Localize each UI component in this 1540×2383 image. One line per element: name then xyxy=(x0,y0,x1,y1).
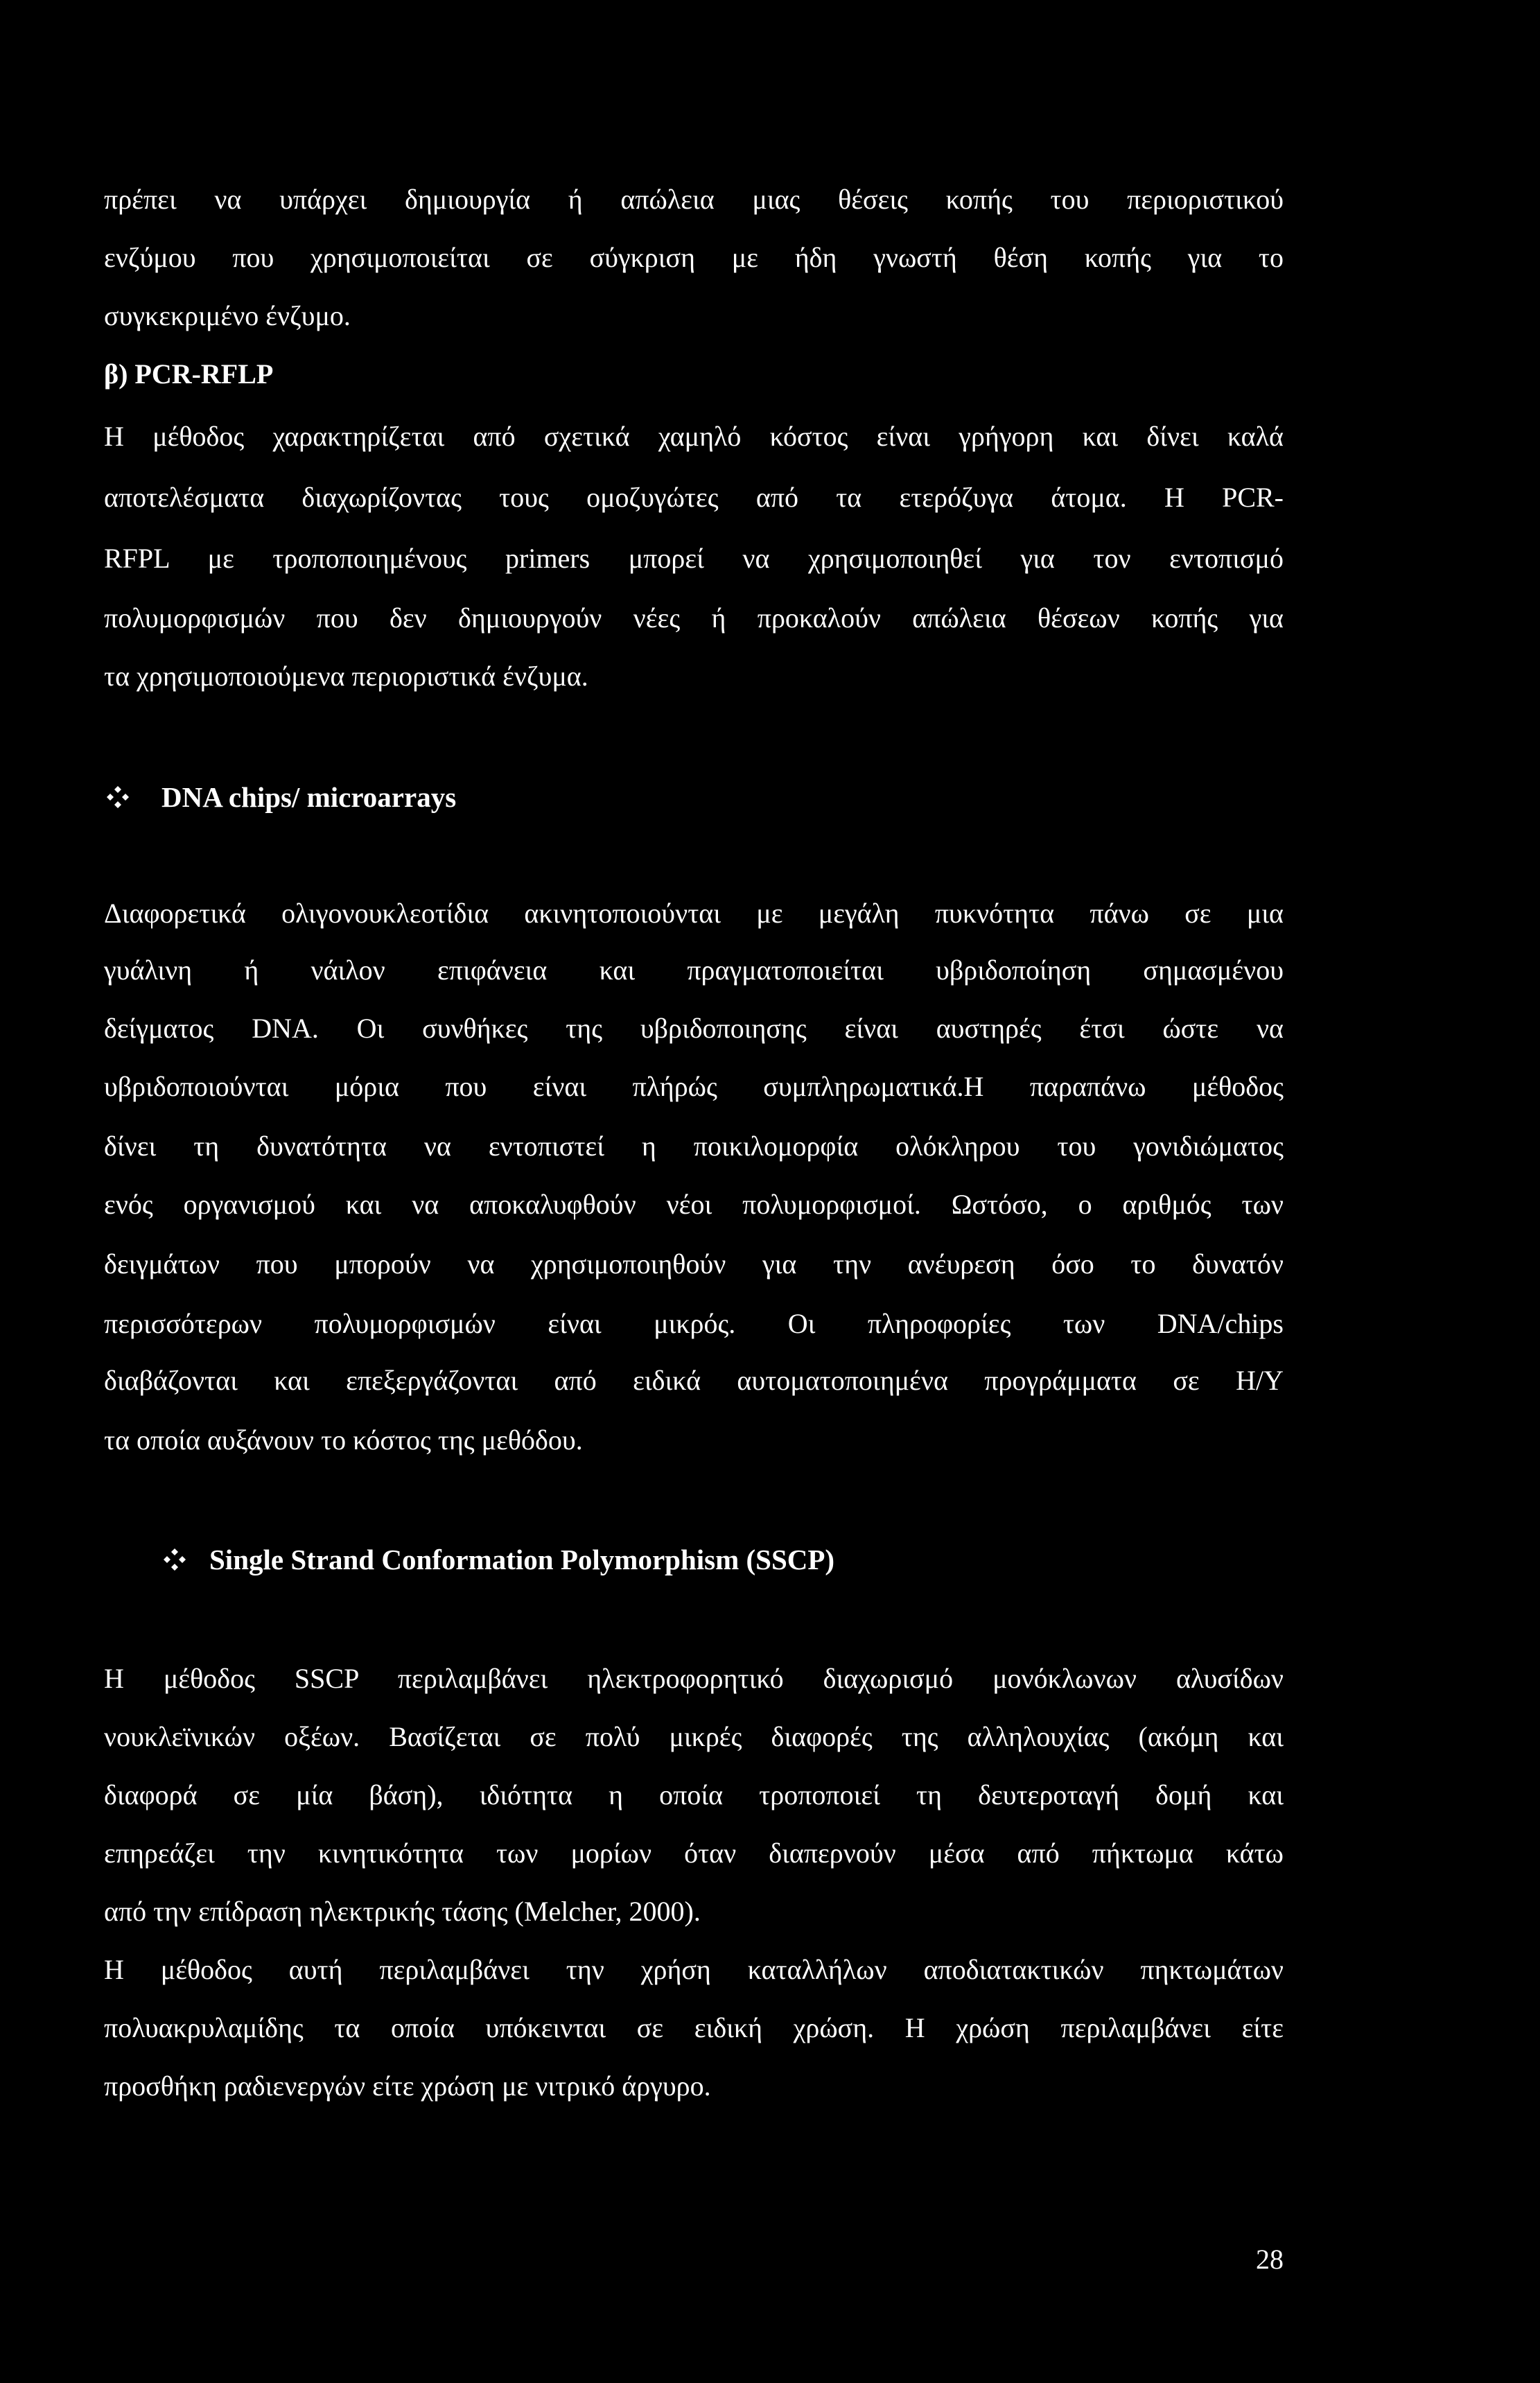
page-number: 28 xyxy=(1256,2244,1284,2275)
dna-chips-line: γυάλινη ή νάιλον επιφάνεια και πραγματοποιείται υβριδοποίηση σημασμένου xyxy=(104,954,1284,986)
pcr-rflp-line: αποτελέσματα διαχωρίζοντας τους ομοζυγώτες από τα ετερόζυγα άτομα. Η PCR- xyxy=(104,482,1284,513)
sscp-line: διαφορά σε μία βάση), ιδιότητα η οποία τροποποιεί τη δευτεροταγή δομή και xyxy=(104,1779,1284,1810)
dna-chips-line: υβριδοποιούνται μόρια που είναι πλήρώς συμπληρωματικά.Η παραπάνω μέθοδος xyxy=(104,1071,1284,1102)
dna-chips-line: δίνει τη δυνατότητα να εντοπιστεί η ποικιλομορφία ολόκληρου του γονιδιώματος xyxy=(104,1131,1284,1162)
sscp-heading: Single Strand Conformation Polymorphism (SSCP) xyxy=(209,1544,835,1575)
sscp-line: Η μέθοδος αυτή περιλαμβάνει την χρήση καταλλήλων αποδιατακτικών πηκτωμάτων xyxy=(104,1954,1284,1985)
dna-chips-line: δείγματος DNA. Οι συνθήκες της υβριδοποιησης είναι αυστηρές έτσι ώστε να xyxy=(104,1013,1284,1044)
intro-line: συγκεκριμένο ένζυμο. xyxy=(104,300,351,331)
sscp-line: νουκλεϊνικών οξέων. Βασίζεται σε πολύ μικρές διαφορές της αλληλουχίας (ακόμη και xyxy=(104,1721,1284,1752)
pcr-rflp-line: RFPL με τροποποιημένους primers μπορεί να χρησιμοποιηθεί για τον εντοπισμό xyxy=(104,543,1284,574)
pcr-rflp-subheading: β) PCR-RFLP xyxy=(104,358,274,390)
dna-chips-line: Διαφορετικά ολιγονουκλεοτίδια ακινητοποιούνται με μεγάλη πυκνότητα πάνω σε μια xyxy=(104,898,1284,929)
intro-line: ενζύμου που χρησιμοποιείται σε σύγκριση με ήδη γνωστή θέση κοπής για το xyxy=(104,242,1284,273)
sscp-line: από την επίδραση ηλεκτρικής τάσης (Melcher, 2000). xyxy=(104,1896,701,1927)
pcr-rflp-line: πολυμορφισμών που δεν δημιουργούν νέες ή προκαλούν απώλεια θέσεων κοπής για xyxy=(104,602,1284,634)
dna-chips-line: δειγμάτων που μπορούν να χρησιμοποιηθούν για την ανέυρεση όσο το δυνατόν xyxy=(104,1248,1284,1280)
intro-line: πρέπει να υπάρχει δημιουργία ή απώλεια μιας θέσεις κοπής του περιοριστικού xyxy=(104,184,1284,215)
sscp-line: προσθήκη ραδιενεργών είτε χρώση με νιτρικό άργυρο. xyxy=(104,2070,711,2102)
dna-chips-line: περισσότερων πολυμορφισμών είναι μικρός. Οι πληροφορίες των DNA/chips xyxy=(104,1308,1284,1339)
dna-chips-line: διαβάζονται και επεξεργάζονται από ειδικά αυτοματοποιημένα προγράμματα σε Η/Υ xyxy=(104,1365,1284,1396)
four-diamond-bullet-icon xyxy=(161,1546,189,1573)
pcr-rflp-line: Η μέθοδος χαρακτηρίζεται από σχετικά χαμηλό κόστος είναι γρήγορη και δίνει καλά xyxy=(104,421,1284,452)
dna-chips-line: τα οποία αυξάνουν το κόστος της μεθόδου. xyxy=(104,1424,583,1456)
sscp-line: πολυακρυλαμίδης τα οποία υπόκεινται σε ειδική χρώση. Η χρώση περιλαμβάνει είτε xyxy=(104,2012,1284,2043)
pcr-rflp-line: τα χρησιμοποιούμενα περιοριστικά ένζυμα. xyxy=(104,661,588,692)
sscp-line: Η μέθοδος SSCP περιλαμβάνει ηλεκτροφορητικό διαχωρισμό μονόκλωνων αλυσίδων xyxy=(104,1663,1284,1694)
sscp-line: επηρεάζει την κινητικότητα των μορίων όταν διαπερνούν μέσα από πήκτωμα κάτω xyxy=(104,1838,1284,1869)
dna-chips-heading: DNA chips/ microarrays xyxy=(161,781,457,813)
four-diamond-bullet-icon xyxy=(104,783,132,811)
dna-chips-line: ενός οργανισμού και να αποκαλυφθούν νέοι πολυμορφισμοί. Ωστόσο, ο αριθμός των xyxy=(104,1189,1284,1220)
